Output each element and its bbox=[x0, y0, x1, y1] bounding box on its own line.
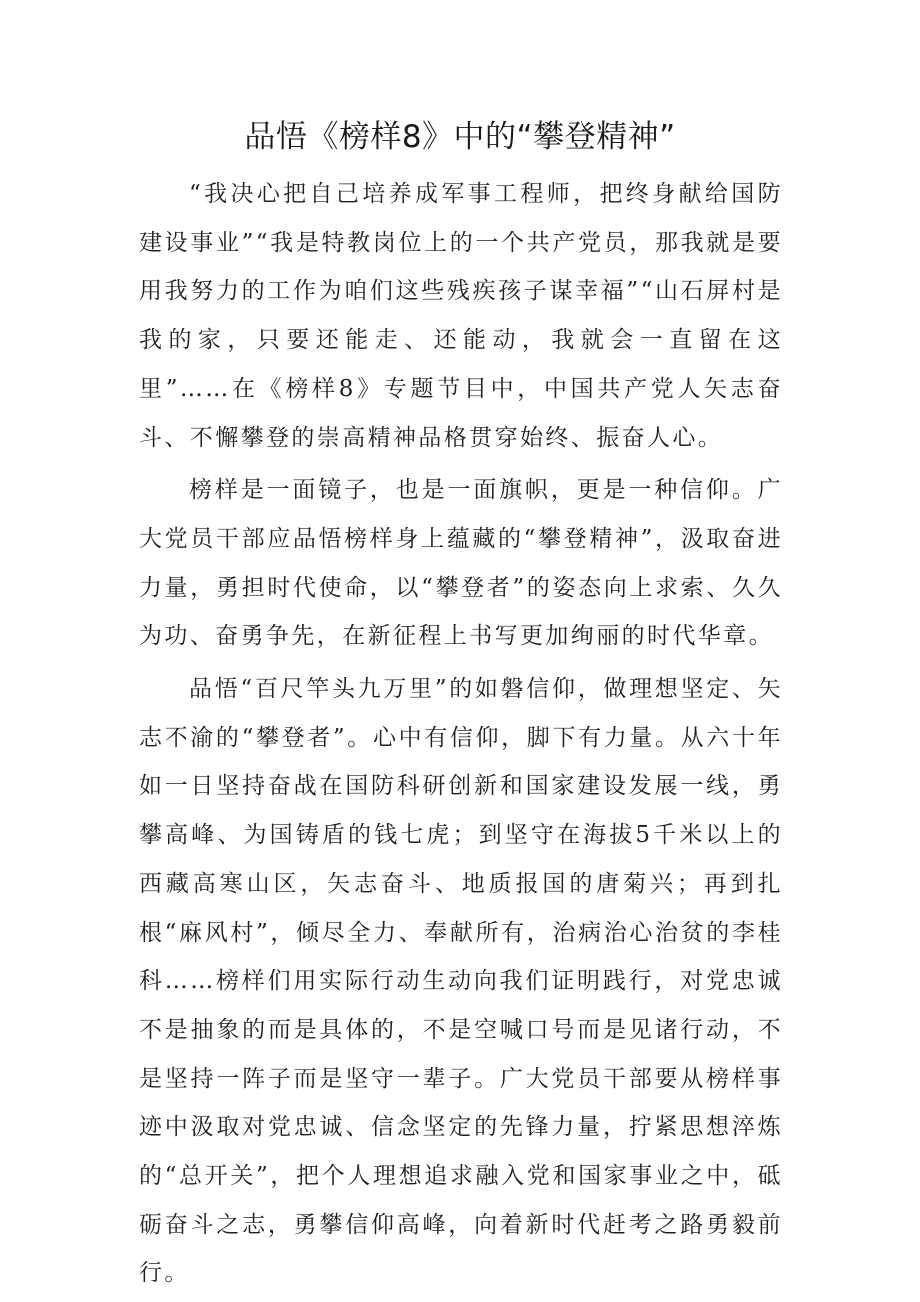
paragraph-1: “我决心把自己培养成军事工程师，把终身献给国防建设事业”“我是特教岗位上的一个共产党员，那我就是要用我努力的工作为咱们这些残疾孩子谋幸福”“山石屏村是我的家，只要还能走、还能动，我就会一直留在这里”……在《榜样8》专题节目中，中国共产党人矢志奋斗、不懈攀登的崇高精神品格贯穿始终、振奋人心。 bbox=[139, 181, 783, 451]
document-body bbox=[139, 170, 783, 1302]
paragraph-2: 榜样是一面镜子，也是一面旗帜，更是一种信仰。广大党员干部应品悟榜样身上蕴藏的“攀登精神”，汲取奋进力量，勇担时代使命，以“攀登者”的姿态向上求索、久久为功、奋勇争先，在新征程上书写更加绚丽的时代华章。 bbox=[139, 477, 783, 650]
document-title: 品悟《榜样8》中的“攀登精神” bbox=[244, 119, 676, 155]
paragraph-3: 品悟“百尺竿头九万里”的如磐信仰，做理想坚定、矢志不渝的“攀登者”。心中有信仰，脚下有力量。从六十年如一日坚持奋战在国防科研创新和国家建设发展一线，勇攀高峰、为国铸盾的钱七虎；到坚守在海拔5千米以上的西藏高寒山区，矢志奋斗、地质报国的唐菊兴；再到扎根“麻风村”，倾尽全力、奉献所有，治病治心治贫的李桂科……榜样们用实际行动生动向我们证明践行，对党忠诚不是抽象的而是具体的，不是空喊口号而是见诸行动，不是坚持一阵子而是坚守一辈子。广大党员干部要从榜样事迹中汲取对党忠诚、信念坚定的先锋力量，拧紧思想淬炼的“总开关”，把个人理想追求融入党和国家事业之中，砥砺奋斗之志，勇攀信仰高峰，向着新时代赶考之路勇毅前行。 bbox=[139, 676, 783, 1287]
